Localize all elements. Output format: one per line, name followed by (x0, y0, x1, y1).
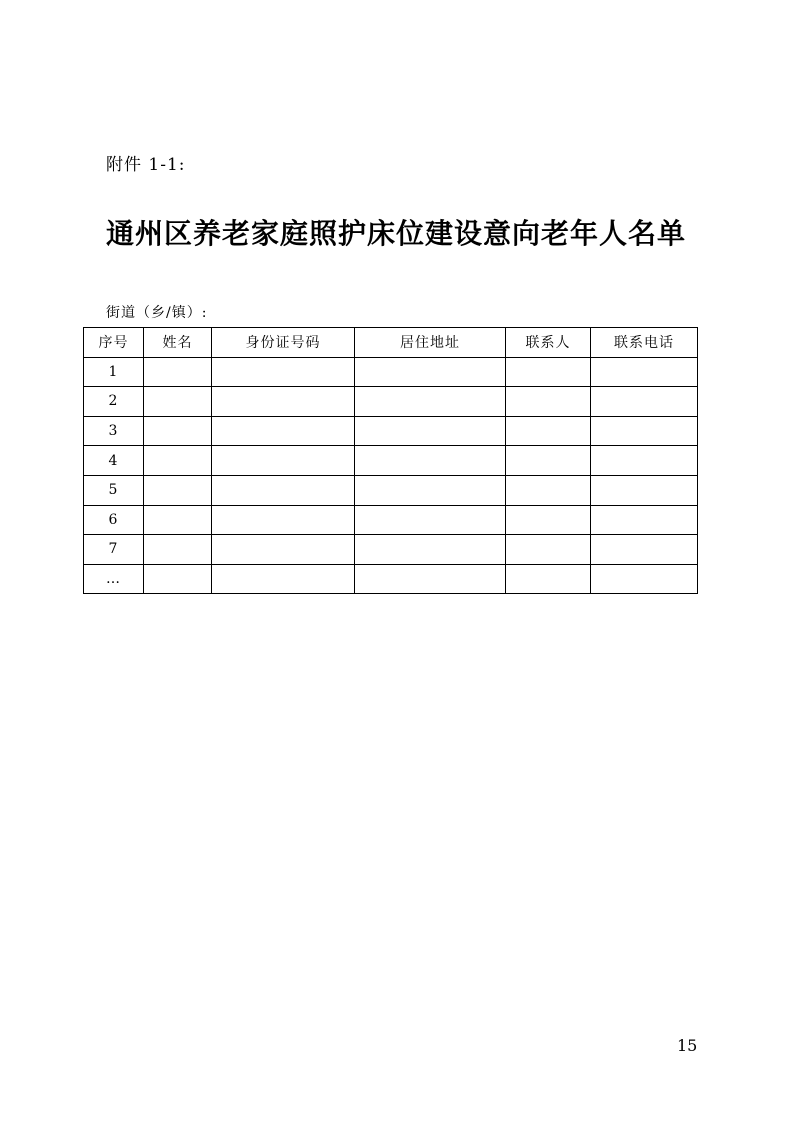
page-number: 15 (677, 1036, 698, 1055)
row-index-cell: 6 (84, 505, 144, 535)
row-index-cell: 5 (84, 475, 144, 505)
table-row (84, 416, 698, 446)
row-index-cell: 7 (84, 535, 144, 565)
column-header-index: 序号 (84, 328, 144, 358)
phone-cell (591, 475, 698, 505)
table-row (84, 564, 698, 594)
table-row (84, 505, 698, 535)
name-cell (144, 535, 212, 565)
address-cell (355, 357, 506, 387)
id-number-cell (212, 416, 355, 446)
column-header-phone: 联系电话 (591, 328, 698, 358)
row-index-cell: 3 (84, 416, 144, 446)
id-number-cell (212, 357, 355, 387)
name-cell (144, 387, 212, 417)
attachment-label: 附件 1-1: (106, 155, 186, 175)
id-number-cell (212, 446, 355, 476)
phone-cell (591, 505, 698, 535)
table-row (84, 387, 698, 417)
table-header-row (84, 328, 698, 358)
table-row (84, 535, 698, 565)
phone-cell (591, 446, 698, 476)
contact-cell (506, 416, 591, 446)
table-row (84, 446, 698, 476)
address-cell (355, 416, 506, 446)
id-number-cell (212, 475, 355, 505)
contact-cell (506, 505, 591, 535)
contact-cell (506, 564, 591, 594)
phone-cell (591, 357, 698, 387)
id-number-cell (212, 535, 355, 565)
address-cell (355, 505, 506, 535)
contact-cell (506, 387, 591, 417)
contact-cell (506, 475, 591, 505)
column-header-contact: 联系人 (506, 328, 591, 358)
column-header-id-number: 身份证号码 (212, 328, 355, 358)
table-row (84, 357, 698, 387)
phone-cell (591, 416, 698, 446)
contact-cell (506, 535, 591, 565)
street-label: 街道（乡/镇）: (106, 305, 208, 321)
id-number-cell (212, 564, 355, 594)
address-cell (355, 564, 506, 594)
row-index-cell: … (84, 564, 144, 594)
name-cell (144, 564, 212, 594)
row-index-cell: 2 (84, 387, 144, 417)
name-cell (144, 416, 212, 446)
row-index-cell: 4 (84, 446, 144, 476)
address-cell (355, 535, 506, 565)
address-cell (355, 387, 506, 417)
id-number-cell (212, 505, 355, 535)
document-title: 通州区养老家庭照护床位建设意向老年人名单 (106, 217, 687, 250)
name-cell (144, 446, 212, 476)
id-number-cell (212, 387, 355, 417)
column-header-address: 居住地址 (355, 328, 506, 358)
name-cell (144, 475, 212, 505)
column-header-name: 姓名 (144, 328, 212, 358)
phone-cell (591, 535, 698, 565)
name-cell (144, 505, 212, 535)
elderly-list-table (83, 327, 698, 594)
phone-cell (591, 387, 698, 417)
contact-cell (506, 357, 591, 387)
name-cell (144, 357, 212, 387)
row-index-cell: 1 (84, 357, 144, 387)
address-cell (355, 446, 506, 476)
table-row (84, 475, 698, 505)
address-cell (355, 475, 506, 505)
phone-cell (591, 564, 698, 594)
contact-cell (506, 446, 591, 476)
